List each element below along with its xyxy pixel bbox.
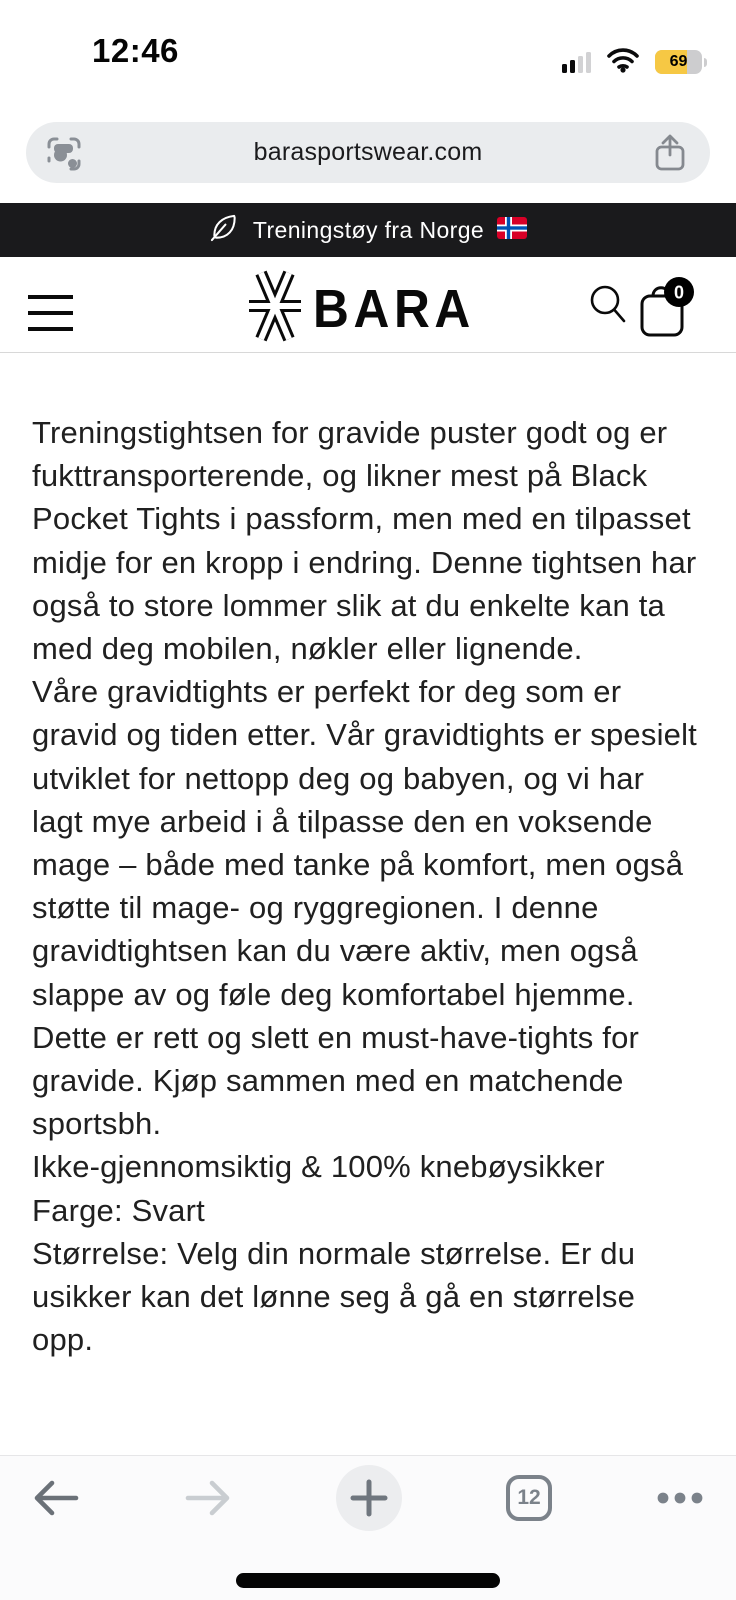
battery-icon xyxy=(655,50,702,74)
address-bar[interactable] xyxy=(26,122,710,183)
shop-header xyxy=(0,257,736,353)
wifi-icon xyxy=(606,46,640,78)
announcement-text: Treningstøy fra Norge xyxy=(252,216,485,243)
announcement-bar[interactable] xyxy=(0,203,736,257)
status-icons xyxy=(562,46,702,78)
search-icon[interactable] xyxy=(588,283,628,327)
share-icon[interactable] xyxy=(652,133,688,173)
paragraph-color: Farge: Svart xyxy=(32,1192,205,1228)
product-description xyxy=(0,353,736,1455)
paragraph-details: Våre gravidtights er perfekt for deg som er gravid og tiden etter. Vår gravidtights er spesielt utviklet for nettopp deg og babyen, og vi har lagt mye arbeid i å tilpasse den en voksende mage – både med tanke på komfort, men også støtte til mage- og ryggregionen. I denne gravidtightsen kan du være aktiv, men også slappe av og føle deg komfortabel hjemme. Dette er rett og slett en must-have-tights for gravide. Kjøp sammen med en matchende sportsbh. xyxy=(32,674,697,1142)
bara-asterisk-icon xyxy=(247,266,303,351)
brand-logo[interactable] xyxy=(247,266,489,351)
tab-count: 12 xyxy=(506,1475,552,1521)
hamburger-menu-icon[interactable] xyxy=(28,295,73,331)
camera-scan-icon[interactable] xyxy=(46,136,82,172)
leaf-icon xyxy=(209,212,240,248)
browser-url-row xyxy=(0,100,736,203)
plus-icon[interactable] xyxy=(336,1465,402,1531)
clock: 12:46 xyxy=(92,32,179,69)
paragraph-intro: Treningstightsen for gravide puster godt og er fukttransporterende, og likner mest på Black Pocket Tights i passform, men med en tilpasset midje for en kropp i endring. Denne tightsen har også to store lommer slik at du enkelte kan ta med deg mobilen, nøkler eller lignende. xyxy=(32,415,697,667)
ellipsis-icon[interactable] xyxy=(656,1491,704,1505)
cellular-signal-icon xyxy=(562,51,591,73)
url-text: barasportswear.com xyxy=(253,138,483,166)
forward-arrow-icon[interactable] xyxy=(184,1478,232,1518)
brand-wordmark: BARA xyxy=(313,278,475,339)
paragraph-opacity: Ikke-gjennomsiktig & 100% knebøysikker xyxy=(32,1149,605,1185)
home-indicator[interactable] xyxy=(236,1573,500,1588)
shopping-bag-icon[interactable] xyxy=(638,277,696,339)
paragraph-size: Størrelse: Velg din normale størrelse. Er du usikker kan det lønne seg å gå en størrelse opp. xyxy=(32,1235,636,1358)
cart-badge: 0 xyxy=(673,282,685,303)
back-arrow-icon[interactable] xyxy=(32,1478,80,1518)
battery-percent: 69 xyxy=(669,53,688,70)
browser-toolbar xyxy=(0,1455,736,1600)
tabs-icon[interactable] xyxy=(506,1475,552,1521)
norway-flag-icon xyxy=(497,217,527,244)
status-bar xyxy=(0,0,736,100)
